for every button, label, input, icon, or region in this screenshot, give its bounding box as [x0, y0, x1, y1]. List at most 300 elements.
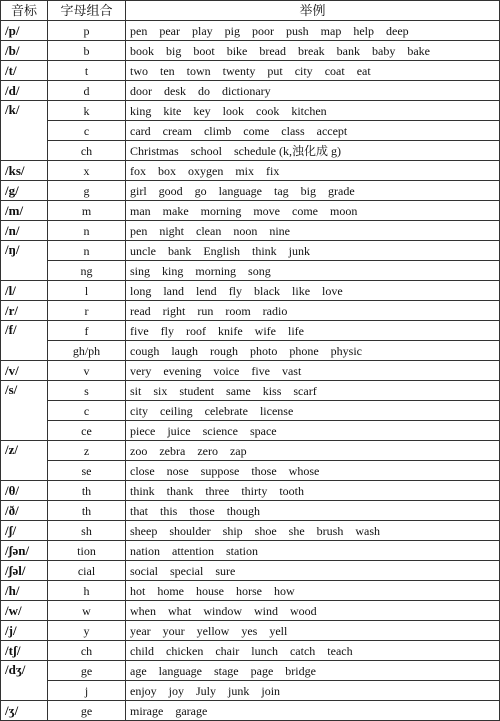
table-row: [1, 61, 500, 81]
example-word: wife: [254, 323, 276, 338]
table-row: [1, 541, 500, 561]
phonetic-symbol: /ʃəl/: [1, 561, 48, 581]
example-word: door: [130, 83, 152, 98]
example-word: zero: [197, 443, 218, 458]
example-word: bridge: [285, 663, 316, 678]
example-word: baby: [372, 43, 396, 58]
example-word: zap: [229, 443, 247, 458]
header-examples: 举例: [126, 1, 500, 21]
example-word: horse: [236, 583, 263, 598]
example-word: kite: [163, 103, 182, 118]
example-words: [126, 81, 500, 101]
example-word: big: [300, 183, 316, 198]
example-words: [126, 541, 500, 561]
example-word: town: [186, 63, 211, 78]
example-word: language: [218, 183, 262, 198]
example-word: bake: [407, 43, 430, 58]
example-word: those: [189, 503, 215, 518]
example-word: move: [253, 203, 281, 218]
example-word: dictionary: [222, 83, 271, 98]
table-row: [1, 521, 500, 541]
example-word: whose: [288, 463, 320, 478]
example-words: [126, 301, 500, 321]
example-word: social: [130, 563, 158, 578]
phonetic-symbol: /j/: [1, 621, 48, 641]
example-word: poor: [252, 23, 274, 38]
example-word: twenty: [222, 63, 256, 78]
phonetic-symbol: /tʃ/: [1, 641, 48, 661]
example-word: piece: [130, 423, 156, 438]
letter-combination: d: [48, 81, 126, 101]
example-word: two: [130, 63, 148, 78]
letter-combination: g: [48, 181, 126, 201]
example-word: three: [205, 483, 230, 498]
example-word: fox: [130, 163, 146, 178]
table-body: [1, 21, 500, 721]
example-word: shoe: [254, 523, 277, 538]
example-word: wood: [290, 603, 317, 618]
letter-combination: ge: [48, 701, 126, 721]
table-row: [1, 121, 500, 141]
example-word: eat: [356, 63, 371, 78]
example-word: lend: [196, 283, 217, 298]
letter-combination: b: [48, 41, 126, 61]
example-word: cough: [130, 343, 160, 358]
phonetic-symbol: /p/: [1, 21, 48, 41]
example-words: [126, 481, 500, 501]
example-word: evening: [163, 363, 202, 378]
letter-combination: gh/ph: [48, 341, 126, 361]
phonetic-symbol: /s/: [1, 381, 48, 441]
table-row: [1, 281, 500, 301]
example-word: nine: [269, 223, 290, 238]
letter-combination: n: [48, 241, 126, 261]
phonetic-symbol: /b/: [1, 41, 48, 61]
example-word: ten: [160, 63, 175, 78]
example-word: kiss: [262, 383, 282, 398]
letter-combination: v: [48, 361, 126, 381]
example-word: junk: [288, 243, 311, 258]
example-word: key: [193, 103, 211, 118]
example-word: map: [320, 23, 342, 38]
example-words: [126, 221, 500, 241]
phonetic-symbol: /ʃ/: [1, 521, 48, 541]
example-word: catch: [289, 643, 316, 658]
table-row: [1, 41, 500, 61]
table-row: [1, 421, 500, 441]
example-words: [126, 441, 500, 461]
letter-combination: c: [48, 401, 126, 421]
example-word: sure: [215, 563, 236, 578]
letter-combination: sh: [48, 521, 126, 541]
example-word: man: [130, 203, 151, 218]
example-word: wash: [355, 523, 381, 538]
table-row: [1, 601, 500, 621]
example-word: how: [274, 583, 295, 598]
example-word: think: [130, 483, 155, 498]
example-word: tag: [273, 183, 289, 198]
example-words: [126, 681, 500, 701]
letter-combination: th: [48, 501, 126, 521]
example-word: mirage: [130, 703, 164, 718]
example-word: juice: [167, 423, 191, 438]
example-word: desk: [164, 83, 186, 98]
table-row: [1, 461, 500, 481]
example-word: read: [130, 303, 151, 318]
example-word: joy: [168, 683, 185, 698]
example-word: five: [130, 323, 149, 338]
example-word: zoo: [130, 443, 148, 458]
phonetic-symbol: /w/: [1, 601, 48, 621]
phonetic-symbol: /g/: [1, 181, 48, 201]
example-word: box: [158, 163, 176, 178]
letter-combination: cial: [48, 561, 126, 581]
example-word: rough: [210, 343, 238, 358]
example-word: think: [252, 243, 277, 258]
example-word: love: [322, 283, 343, 298]
example-word: radio: [262, 303, 288, 318]
example-word: year: [130, 623, 151, 638]
example-word: kitchen: [291, 103, 327, 118]
example-word: chair: [215, 643, 240, 658]
letter-combination: z: [48, 441, 126, 461]
example-word: city: [130, 403, 148, 418]
example-word: garage: [175, 703, 208, 718]
example-word: come: [292, 203, 319, 218]
example-word: cook: [256, 103, 280, 118]
example-word: phone: [289, 343, 319, 358]
phonetic-symbol: /ʃən/: [1, 541, 48, 561]
example-word: wind: [254, 603, 278, 618]
example-word: help: [353, 23, 375, 38]
example-word: special: [170, 563, 204, 578]
example-words: [126, 701, 500, 721]
example-word: king: [162, 263, 184, 278]
example-words: [126, 121, 500, 141]
example-words: [126, 241, 500, 261]
example-word: accept: [316, 123, 348, 138]
example-word: moon: [330, 203, 358, 218]
example-word: close: [130, 463, 155, 478]
example-word: coat: [324, 63, 345, 78]
example-word: this: [160, 503, 178, 518]
example-word: school: [190, 143, 223, 158]
example-word: laugh: [171, 343, 198, 358]
letter-combination: c: [48, 121, 126, 141]
example-word: girl: [130, 183, 147, 198]
example-word: tooth: [279, 483, 304, 498]
header-row: [1, 1, 500, 21]
letter-combination: k: [48, 101, 126, 121]
example-words: [126, 661, 500, 681]
example-word: noon: [233, 223, 258, 238]
example-word: uncle: [130, 243, 156, 258]
letter-combination: r: [48, 301, 126, 321]
example-word: voice: [213, 363, 240, 378]
example-words: [126, 381, 500, 401]
example-word: nation: [130, 543, 160, 558]
example-word: black: [254, 283, 281, 298]
example-word: lunch: [251, 643, 278, 658]
phonetic-symbol: /d/: [1, 81, 48, 101]
table-row: [1, 501, 500, 521]
letter-combination: ng: [48, 261, 126, 281]
example-word: space: [249, 423, 277, 438]
example-word: night: [159, 223, 184, 238]
example-word: knife: [218, 323, 243, 338]
table-row: [1, 301, 500, 321]
example-word: play: [191, 23, 213, 38]
example-word: land: [163, 283, 185, 298]
example-word: king: [130, 103, 152, 118]
letter-combination: p: [48, 21, 126, 41]
phonetic-symbol: /z/: [1, 441, 48, 481]
example-word: ship: [222, 523, 243, 538]
example-word: cream: [162, 123, 192, 138]
example-word: run: [197, 303, 214, 318]
example-word: student: [179, 383, 215, 398]
table-row: [1, 561, 500, 581]
example-word: photo: [250, 343, 278, 358]
example-word: thirty: [241, 483, 268, 498]
example-word: grade: [328, 183, 355, 198]
phonetic-symbol: /v/: [1, 361, 48, 381]
example-word: yellow: [196, 623, 230, 638]
example-word: bread: [259, 43, 287, 58]
example-words: [126, 201, 500, 221]
example-words: [126, 41, 500, 61]
example-words: [126, 461, 500, 481]
example-word: celebrate: [204, 403, 248, 418]
header-letters: 字母组合: [48, 1, 126, 21]
letter-combination: s: [48, 381, 126, 401]
example-word: when: [130, 603, 156, 618]
letter-combination: j: [48, 681, 126, 701]
example-words: [126, 521, 500, 541]
example-words: [126, 281, 500, 301]
example-word: pig: [224, 23, 240, 38]
letter-combination: y: [48, 621, 126, 641]
example-word: thank: [166, 483, 194, 498]
example-word: chicken: [166, 643, 204, 658]
letter-combination: ch: [48, 641, 126, 661]
table-row: [1, 641, 500, 661]
example-word: life: [287, 323, 304, 338]
example-word: license: [259, 403, 294, 418]
phonetic-symbol: /ð/: [1, 501, 48, 521]
example-word: scarf: [293, 383, 317, 398]
example-words: [126, 261, 500, 281]
example-word: page: [250, 663, 274, 678]
example-word: like: [292, 283, 311, 298]
phonetic-symbol: /m/: [1, 201, 48, 221]
example-words: [126, 321, 500, 341]
example-word: science: [202, 423, 238, 438]
letter-combination: ge: [48, 661, 126, 681]
example-word: five: [251, 363, 270, 378]
example-word: sing: [130, 263, 151, 278]
example-word: room: [225, 303, 251, 318]
example-words: [126, 61, 500, 81]
letter-combination: w: [48, 601, 126, 621]
example-word: schedule (k,浊化成 g): [234, 143, 341, 158]
phonetic-symbol: /dʒ/: [1, 661, 48, 701]
table-row: [1, 261, 500, 281]
example-word: home: [157, 583, 185, 598]
letter-combination: ch: [48, 141, 126, 161]
table-row: [1, 481, 500, 501]
table-row: [1, 161, 500, 181]
phonetic-symbol: /k/: [1, 101, 48, 161]
example-word: vast: [281, 363, 302, 378]
example-word: join: [261, 683, 281, 698]
example-word: roof: [186, 323, 206, 338]
example-word: nose: [166, 463, 189, 478]
example-words: [126, 21, 500, 41]
example-words: [126, 501, 500, 521]
example-word: six: [153, 383, 168, 398]
example-word: climb: [203, 123, 232, 138]
example-words: [126, 341, 500, 361]
example-word: stage: [213, 663, 239, 678]
phonetic-symbol: /ŋ/: [1, 241, 48, 281]
table-row: [1, 581, 500, 601]
example-word: language: [158, 663, 202, 678]
example-word: bank: [168, 243, 192, 258]
table-row: [1, 441, 500, 461]
phonetic-symbol: /l/: [1, 281, 48, 301]
example-word: go: [194, 183, 207, 198]
example-word: yes: [241, 623, 258, 638]
table-row: [1, 21, 500, 41]
example-word: big: [166, 43, 182, 58]
example-word: sit: [130, 383, 142, 398]
example-words: [126, 141, 500, 161]
example-word: song: [248, 263, 271, 278]
example-word: July: [196, 683, 217, 698]
example-words: [126, 621, 500, 641]
example-word: morning: [200, 203, 242, 218]
table-row: [1, 201, 500, 221]
table-row: [1, 341, 500, 361]
example-word: very: [130, 363, 152, 378]
letter-combination: th: [48, 481, 126, 501]
example-word: book: [130, 43, 154, 58]
example-word: come: [243, 123, 270, 138]
example-word: junk: [228, 683, 250, 698]
table-row: [1, 701, 500, 721]
example-word: look: [222, 103, 245, 118]
phonetic-symbol: /n/: [1, 221, 48, 241]
phonetic-symbol: /f/: [1, 321, 48, 361]
example-words: [126, 181, 500, 201]
example-word: pear: [159, 23, 180, 38]
example-word: morning: [195, 263, 237, 278]
table-row: [1, 681, 500, 701]
example-word: brush: [316, 523, 344, 538]
example-word: deep: [386, 23, 409, 38]
example-words: [126, 581, 500, 601]
example-word: suppose: [200, 463, 240, 478]
example-words: [126, 101, 500, 121]
example-word: put: [267, 63, 283, 78]
table-row: [1, 381, 500, 401]
example-word: city: [294, 63, 313, 78]
example-word: fly: [160, 323, 174, 338]
example-word: physic: [330, 343, 363, 358]
example-word: fly: [228, 283, 243, 298]
example-word: sheep: [130, 523, 158, 538]
letter-combination: f: [48, 321, 126, 341]
letter-combination: se: [48, 461, 126, 481]
example-words: [126, 641, 500, 661]
example-word: what: [168, 603, 192, 618]
example-words: [126, 601, 500, 621]
example-word: boot: [193, 43, 215, 58]
example-word: age: [130, 663, 147, 678]
example-words: [126, 561, 500, 581]
example-word: those: [251, 463, 277, 478]
phonetic-symbol: /ks/: [1, 161, 48, 181]
phonetic-symbol: /h/: [1, 581, 48, 601]
example-words: [126, 361, 500, 381]
example-word: attention: [172, 543, 214, 558]
example-word: ceiling: [160, 403, 193, 418]
table-row: [1, 101, 500, 121]
example-words: [126, 161, 500, 181]
example-word: yell: [269, 623, 288, 638]
example-word: bank: [336, 43, 360, 58]
example-word: pen: [130, 223, 148, 238]
table-row: [1, 241, 500, 261]
example-word: make: [162, 203, 189, 218]
example-word: zebra: [159, 443, 186, 458]
example-word: station: [226, 543, 258, 558]
example-word: that: [130, 503, 148, 518]
example-word: fix: [266, 163, 280, 178]
table-row: [1, 141, 500, 161]
example-word: card: [130, 123, 151, 138]
phonetic-symbol: /θ/: [1, 481, 48, 501]
example-word: same: [226, 383, 251, 398]
example-word: house: [196, 583, 225, 598]
example-word: teach: [327, 643, 353, 658]
table-row: [1, 621, 500, 641]
example-word: mix: [235, 163, 254, 178]
table-row: [1, 661, 500, 681]
example-word: right: [162, 303, 186, 318]
phonetic-symbol: /r/: [1, 301, 48, 321]
example-word: hot: [130, 583, 146, 598]
example-word: push: [286, 23, 309, 38]
example-word: break: [298, 43, 325, 58]
letter-combination: tion: [48, 541, 126, 561]
letter-combination: l: [48, 281, 126, 301]
example-word: Christmas: [130, 143, 179, 158]
header-symbol: 音标: [1, 1, 48, 21]
phonetic-symbol: /t/: [1, 61, 48, 81]
example-word: pen: [130, 23, 148, 38]
letter-combination: h: [48, 581, 126, 601]
phonetic-symbol: /ʒ/: [1, 701, 48, 721]
example-words: [126, 401, 500, 421]
example-word: she: [288, 523, 305, 538]
table-row: [1, 181, 500, 201]
example-word: window: [203, 603, 242, 618]
example-word: child: [130, 643, 154, 658]
table-row: [1, 401, 500, 421]
example-word: long: [130, 283, 152, 298]
